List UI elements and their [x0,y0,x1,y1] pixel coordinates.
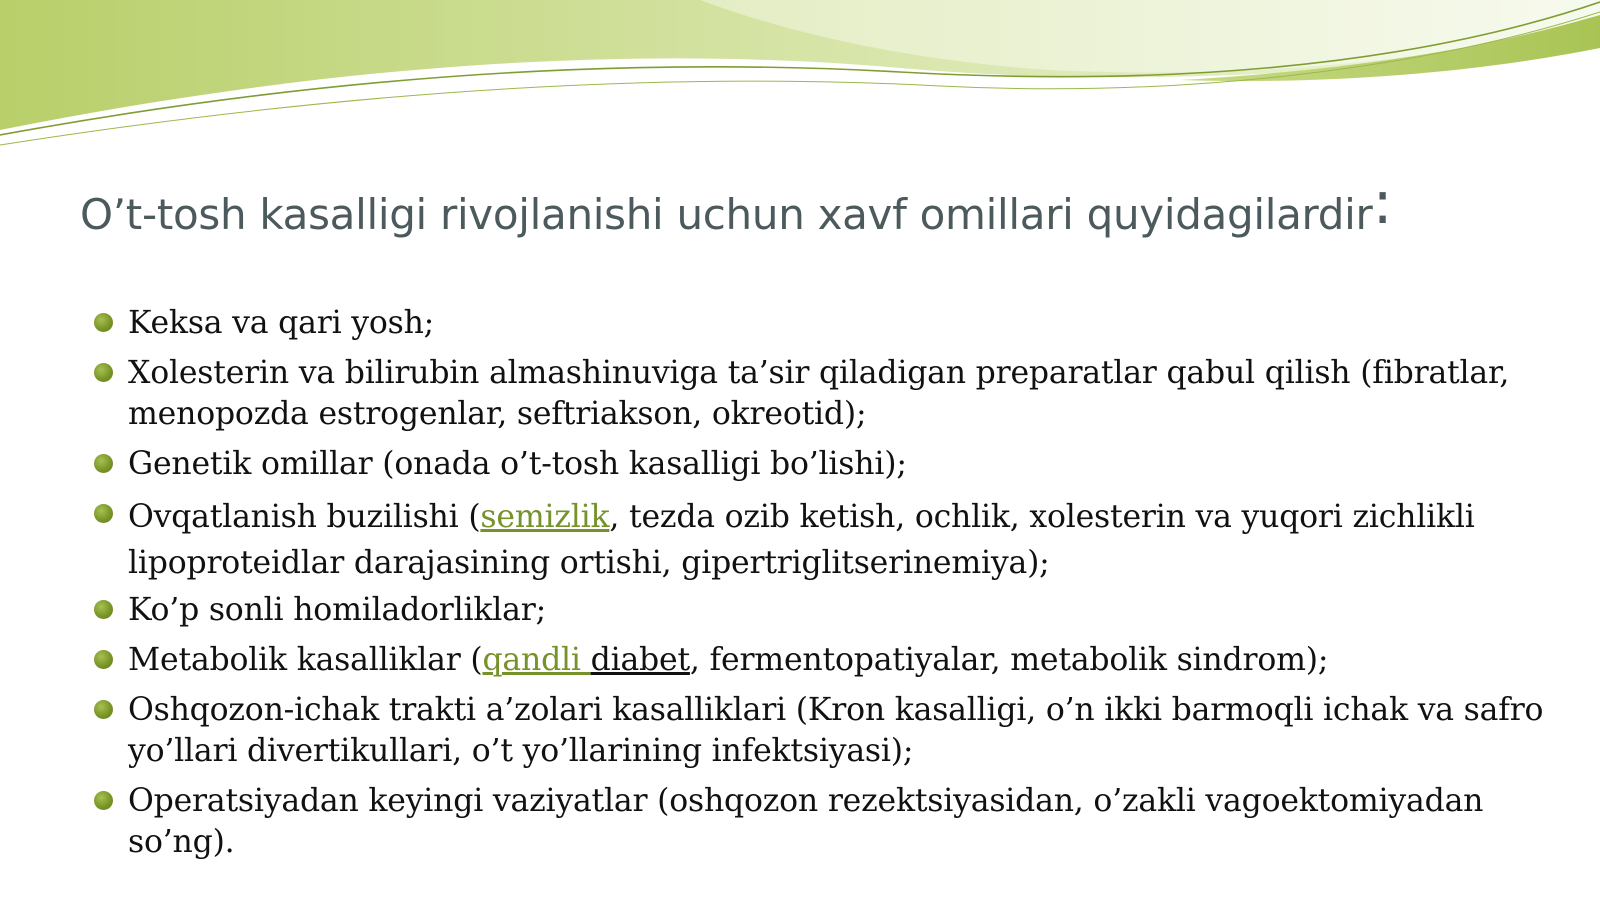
list-item [94,781,1544,863]
list-item-text-before: Metabolik kasalliklar ( [128,642,483,678]
list-item [94,590,1544,631]
list-item-text: Genetik omillar (onada o’t-tosh kasalligi bo’lishi); [128,446,907,482]
slide-title-text: O’t-tosh kasalligi rivojlanishi uchun xavf omillari quyidagilardir [80,190,1373,239]
bullet-dot-icon [94,454,113,473]
list-item [94,690,1544,772]
list-item [94,303,1544,344]
bullet-dot-icon [94,504,113,523]
semizlik-link[interactable]: semizlik [480,499,610,535]
qandli-link[interactable]: qandli [482,642,591,678]
bullet-dot-icon [94,650,113,669]
diabet-link[interactable]: diabet [590,642,690,678]
list-item-text: Operatsiyadan keyingi vaziyatlar (oshqozon rezektsiyasidan, o’zakli vagoektomiyadan so’ng). [128,783,1484,860]
list-item [94,640,1544,681]
list-item-text: Xolesterin va bilirubin almashinuviga ta’sir qiladigan preparatlar qabul qilish (fibratlar, menopozda estrogenlar, seftriakson, okreotid); [128,355,1510,432]
header-wave-decoration [0,0,1600,150]
bullet-dot-icon [94,791,113,810]
bullet-dot-icon [94,700,113,719]
list-item-text: Ko’p sonli homiladorliklar; [128,592,547,628]
list-item-text-after: , fermentopatiyalar, metabolik sindrom); [689,642,1329,678]
slide-title-colon: : [1372,168,1393,238]
list-item [94,494,1544,586]
list-item [94,353,1544,435]
list-item-text-after: , tezda ozib ketish, ochlik, xolesterin va yuqori zichlikli lipoproteidlar darajasining ortishi, gipertriglitserinemiya); [128,499,1475,581]
list-item-text: Oshqozon-ichak trakti a’zolari kasalliklari (Kron kasalligi, o’n ikki barmoqli ichak va safro yo’llari divertikullari, o’t yo’llarining infektsiyasi); [128,692,1544,769]
slide-title [80,168,1560,239]
bullet-dot-icon [94,363,113,382]
list-item [94,444,1544,485]
list-item-text: Keksa va qari yosh; [128,305,435,341]
risk-factor-list [94,303,1544,872]
list-item-text-before: Ovqatlanish buzilishi ( [128,499,481,535]
bullet-dot-icon [94,313,113,332]
bullet-dot-icon [94,600,113,619]
